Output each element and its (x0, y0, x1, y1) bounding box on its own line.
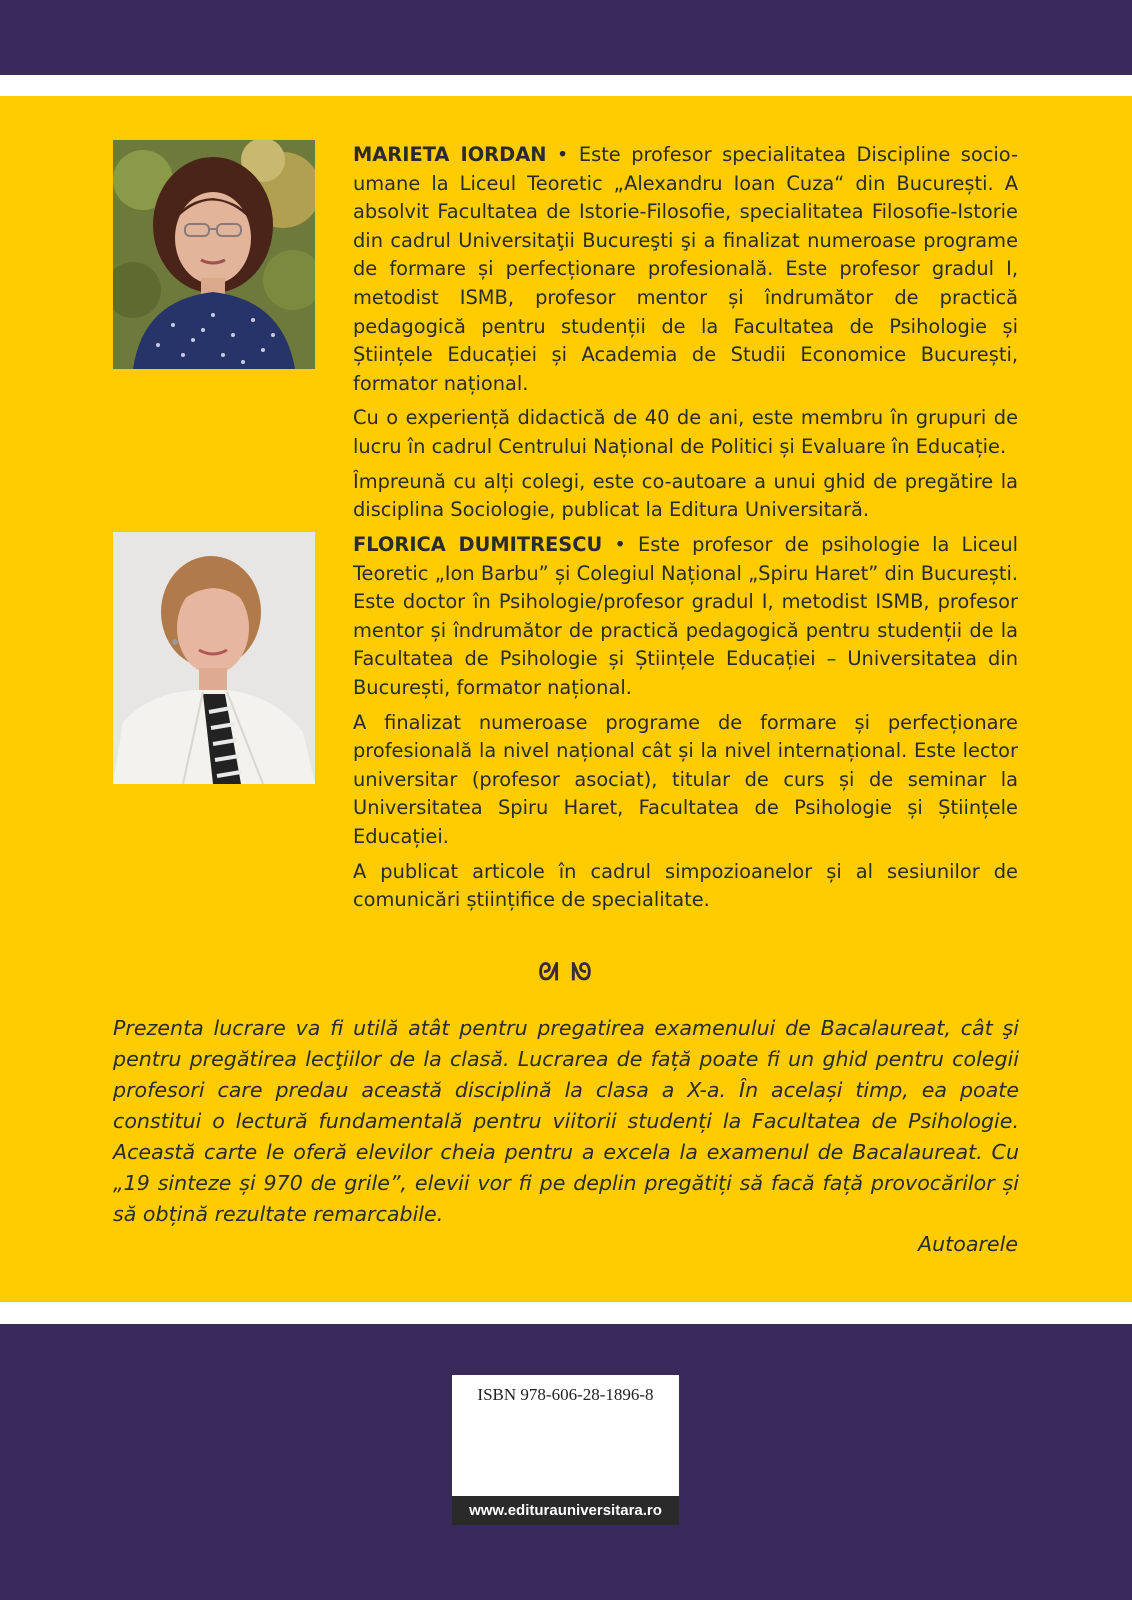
isbn-box (452, 1375, 679, 1525)
author1-photo (113, 140, 315, 369)
signature: Autoarele (918, 1232, 1018, 1256)
author2-paragraph-3: A publicat articole în cadrul simpozioanelor și al sesiunilor de comunicări științifice de specialitate. (353, 859, 1018, 912)
author2-name: FLORICA DUMITRESCU (353, 533, 603, 556)
author1-para1-text: • Este profesor specialitatea Discipline socio-umane la Liceul Teoretic „Alexandru Ioan Cuza“ din București. A absolvit Facultatea de Istorie-Filosofie, specialitatea Filosofie-Istorie din cadrul Universitaţii Bucureşti şi a finalizat numeroase programe de formare și perfecționare profesională. Este profesor gradul I, metodist ISMB, profesor mentor și îndrumător de practică pedagogică pentru studenții de la Facultatea de Psihologie și Științele Educației și Academia de Studii Economice București, formator național. (353, 143, 1018, 395)
book-blurb: Prezenta lucrare va fi utilă atât pentru pregatirea examenului de Bacalaureat, cât şi pentru pregătirea lecţiilor de la clasă. Lucrarea de față poate fi un ghid pentru colegii profesori care predau această disciplină la clasa a X-a. În același timp, ea poate constitui o lectură fundamentală pentru viitorii studenți la Facultatea de Psihologie. Această carte le oferă elevilor cheia pentru a excela la examenul de Bacalaureat. Cu „19 sinteze și 970 de grile”, elevii vor fi pe deplin pregătiți să facă față provocărilor și să obțină rezultate remarcabile. (113, 1016, 1019, 1226)
author1-paragraph-1 (353, 141, 1018, 398)
author1-paragraph-3: Împreună cu alți colegi, este co-autoare a unui ghid de pregătire la disciplina Sociologie, publicat la Editura Universitară. (353, 469, 1018, 522)
author2-photo (113, 532, 315, 784)
bottom-white-stripe (0, 1302, 1132, 1324)
author1-name: MARIETA IORDAN (353, 143, 547, 166)
author2-paragraph-1 (353, 531, 1018, 703)
author1-bio (353, 141, 1018, 531)
author1-paragraph-2: Cu o experiență didactică de 40 de ani, este membru în grupuri de lucru în cadrul Centrului Național de Politici și Evaluare în Educație. (353, 406, 1018, 458)
isbn-text: ISBN 978-606-28-1896-8 (477, 1385, 654, 1404)
barcode-area (462, 1411, 669, 1491)
author2-bio (353, 531, 1018, 921)
ornament-divider: ᘛ ᘚ (538, 958, 594, 986)
top-purple-band (0, 0, 1132, 75)
publisher-website: www.editurauniversitara.ro (452, 1496, 679, 1525)
author2-paragraph-2: A finalizat numeroase programe de formare și perfecționare profesională la nivel național cât și la nivel internațional. Este lector universitar (profesor asociat), titular de curs și de seminar la Universitatea Spiru Haret, Facultatea de Psihologie și Științele Educației. (353, 710, 1018, 848)
top-white-stripe (0, 75, 1132, 96)
author2-para1-text: • Este profesor de psihologie la Liceul Teoretic „Ion Barbu” și Colegiul Național „Spiru Haret” din București. Este doctor în Psihologie/profesor gradul I, metodist ISMB, profesor mentor și îndrumător de practică pedagogică pentru studenții de la Facultatea de Psihologie și Științele Educației – Universitatea din București, formator național. (353, 533, 1018, 699)
